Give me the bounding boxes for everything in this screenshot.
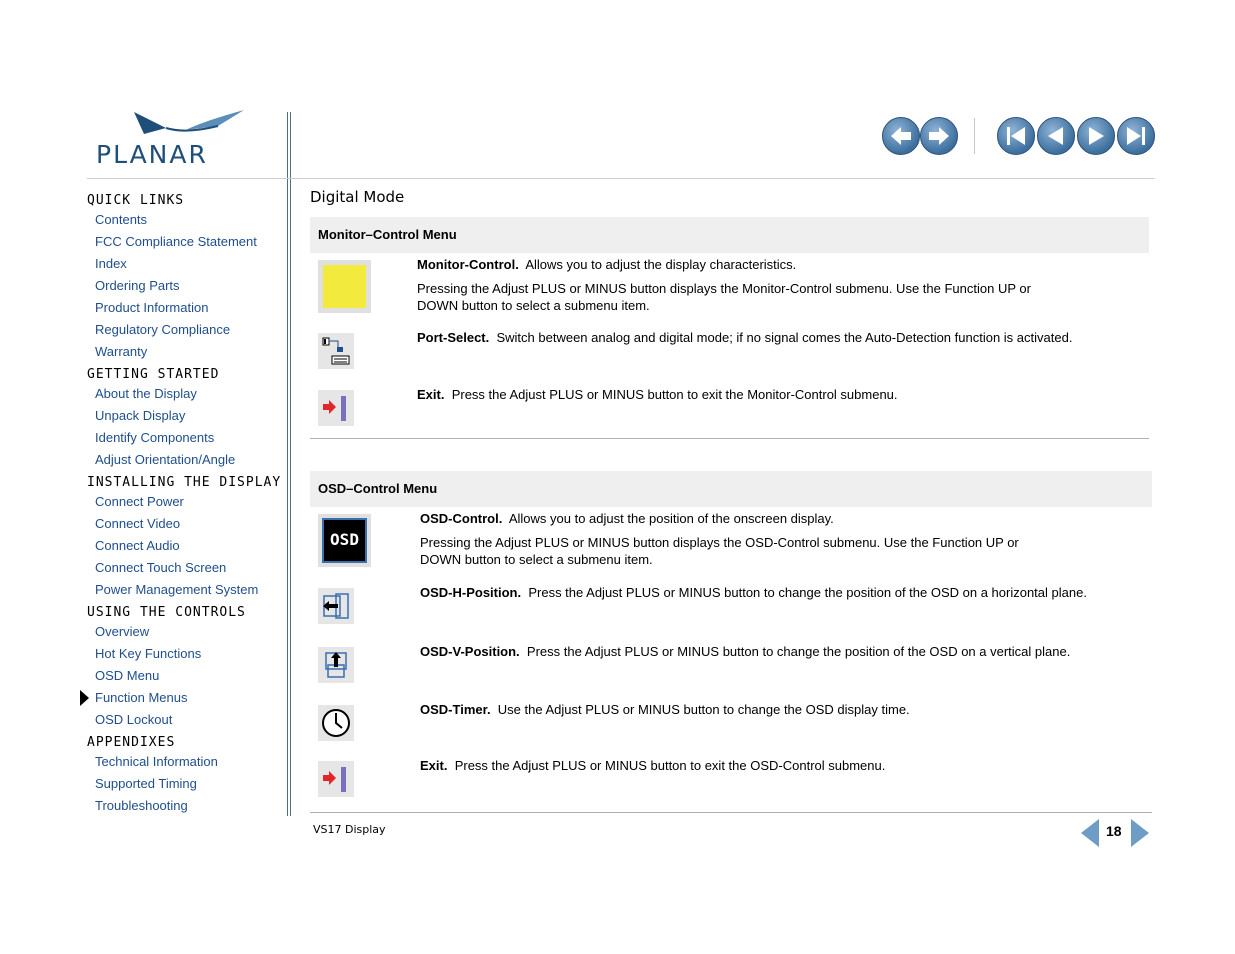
osd-exit-desc: [420, 757, 1140, 774]
logo-swoosh-icon: [126, 108, 280, 142]
v-position-icon-box: [318, 647, 354, 683]
desc: Press the Adjust PLUS or MINUS button to exit the OSD-Control submenu.: [454, 758, 886, 773]
nav-item-product-information[interactable]: Product Information: [95, 300, 209, 315]
nav-item-troubleshooting[interactable]: Troubleshooting: [95, 798, 188, 813]
h-position-icon: [318, 588, 354, 624]
nav-section-title: QUICK LINKS: [87, 193, 185, 208]
nav-section-installing: [87, 474, 287, 601]
sidebar-divider-inner: [290, 112, 291, 816]
desc: Switch between analog and digital mode; if no signal comes the Auto-Detection function is activated.: [496, 330, 1073, 345]
port-select-icon: [318, 333, 354, 369]
desc-line: Pressing the Adjust PLUS or MINUS button displays the Monitor-Control submenu. Use the Function UP or: [417, 281, 1031, 296]
nav-item-contents[interactable]: Contents: [95, 212, 148, 227]
footer-next-button[interactable]: [1130, 818, 1150, 848]
desc: Allows you to adjust the display characteristics.: [525, 257, 797, 272]
next-page-icon: [1078, 118, 1114, 154]
port-select-icon-box: [318, 333, 354, 369]
logo-text: PLANAR: [96, 140, 208, 169]
nav-section-getting-started: [87, 366, 287, 471]
monitor-control-desc: [417, 256, 1137, 273]
nav-section-appendixes: [87, 734, 287, 817]
nav-section-title: INSTALLING THE DISPLAY: [87, 475, 282, 490]
v-position-icon: [318, 647, 354, 683]
exit-icon-box: [318, 390, 354, 426]
next-page-button[interactable]: [1077, 117, 1115, 155]
nav-item-function-menus[interactable]: Function Menus: [87, 687, 287, 709]
planar-logo: [96, 108, 250, 168]
nav-item-warranty[interactable]: Warranty: [95, 344, 148, 359]
nav-separator: [974, 118, 975, 154]
page-title: Digital Mode: [310, 188, 405, 206]
exit-icon: [318, 761, 354, 797]
nav-item-index[interactable]: Index: [95, 256, 127, 271]
sidebar-nav: [87, 192, 287, 820]
forward-button[interactable]: [920, 117, 958, 155]
prev-page-button[interactable]: [1037, 117, 1075, 155]
section-heading-band: [310, 217, 1149, 253]
h-position-desc: [420, 584, 1140, 601]
osd-control-desc: [420, 510, 1140, 527]
nav-section-title: APPENDIXES: [87, 735, 176, 750]
osd-exit-icon-box: [318, 761, 354, 797]
footer-rule: [310, 812, 1152, 813]
section-divider: [310, 438, 1149, 439]
desc: Press the Adjust PLUS or MINUS button to exit the Monitor-Control submenu.: [451, 387, 898, 402]
term: Monitor-Control.: [417, 257, 519, 272]
desc: Allows you to adjust the position of the onscreen display.: [508, 511, 834, 526]
nav-section-quick-links: [87, 192, 287, 363]
header-rule: [87, 178, 1155, 179]
last-page-icon: [1118, 118, 1154, 154]
nav-item-osd-menu[interactable]: OSD Menu: [95, 668, 160, 683]
monitor-control-icon-box: [318, 260, 371, 313]
nav-item-adjust-orientation[interactable]: Adjust Orientation/Angle: [95, 452, 236, 467]
nav-item-hot-key[interactable]: Hot Key Functions: [95, 646, 202, 661]
v-position-desc: [420, 643, 1140, 660]
term: OSD-Control.: [420, 511, 503, 526]
nav-item-osd-lockout[interactable]: OSD Lockout: [95, 712, 173, 727]
triangle-right-icon: [1130, 818, 1150, 848]
nav-item-connect-video[interactable]: Connect Video: [95, 516, 181, 531]
footer-product-name: VS17 Display: [313, 823, 386, 836]
arrow-right-icon: [921, 118, 957, 154]
sidebar-divider: [287, 112, 288, 816]
first-page-icon: [998, 118, 1034, 154]
back-button[interactable]: [882, 117, 920, 155]
h-position-icon-box: [318, 588, 354, 624]
desc-line: Pressing the Adjust PLUS or MINUS button displays the OSD-Control submenu. Use the Function UP or: [420, 535, 1019, 550]
clock-icon: [318, 705, 354, 741]
yellow-square-icon: [318, 260, 371, 313]
section-heading-band: [310, 471, 1152, 507]
exit-desc: [417, 386, 1137, 403]
osd-control-icon-box: [318, 514, 371, 567]
nav-item-power-management[interactable]: Power Management System: [95, 582, 259, 597]
term: Port-Select.: [417, 330, 490, 345]
nav-item-ordering-parts[interactable]: Ordering Parts: [95, 278, 180, 293]
nav-item-overview[interactable]: Overview: [95, 624, 150, 639]
term: Exit.: [417, 387, 445, 402]
term: OSD-Timer.: [420, 702, 491, 717]
prev-page-icon: [1038, 118, 1074, 154]
desc: Press the Adjust PLUS or MINUS button to change the position of the OSD on a horizontal plane.: [528, 585, 1087, 600]
footer-prev-button[interactable]: [1080, 818, 1100, 848]
last-page-button[interactable]: [1117, 117, 1155, 155]
page-number: 18: [1106, 823, 1122, 839]
desc: Press the Adjust PLUS or MINUS button to change the position of the OSD on a vertical plane.: [526, 644, 1071, 659]
exit-icon: [318, 390, 354, 426]
nav-section-title: USING THE CONTROLS: [87, 605, 246, 620]
osd-control-extra: [420, 534, 1140, 568]
nav-item-identify[interactable]: Identify Components: [95, 430, 215, 445]
nav-item-connect-touch[interactable]: Connect Touch Screen: [95, 560, 227, 575]
desc-line: DOWN button to select a submenu item.: [420, 552, 653, 567]
nav-item-about[interactable]: About the Display: [95, 386, 197, 401]
nav-item-supported-timing[interactable]: Supported Timing: [95, 776, 197, 791]
arrow-left-icon: [883, 118, 919, 154]
term: OSD-V-Position.: [420, 644, 520, 659]
osd-icon-label: OSD: [330, 530, 359, 549]
nav-item-fcc[interactable]: FCC Compliance Statement: [95, 234, 257, 249]
term: OSD-H-Position.: [420, 585, 522, 600]
nav-section-title: GETTING STARTED: [87, 367, 220, 382]
nav-section-using-controls: [87, 604, 287, 731]
section-heading: Monitor–Control Menu: [318, 227, 457, 242]
term: Exit.: [420, 758, 448, 773]
nav-item-regulatory[interactable]: Regulatory Compliance: [95, 322, 231, 337]
nav-item-connect-power[interactable]: Connect Power: [95, 494, 184, 509]
section-heading: OSD–Control Menu: [318, 481, 438, 496]
nav-item-unpack[interactable]: Unpack Display: [95, 408, 186, 423]
triangle-left-icon: [1080, 818, 1100, 848]
first-page-button[interactable]: [997, 117, 1035, 155]
timer-icon-box: [318, 705, 354, 741]
desc-line: DOWN button to select a submenu item.: [417, 298, 650, 313]
timer-desc: [420, 701, 1140, 718]
nav-item-technical[interactable]: Technical Information: [95, 754, 218, 769]
desc: Use the Adjust PLUS or MINUS button to change the OSD display time.: [497, 702, 910, 717]
monitor-control-extra: [417, 280, 1137, 314]
nav-item-connect-audio[interactable]: Connect Audio: [95, 538, 180, 553]
port-select-desc: [417, 329, 1137, 346]
